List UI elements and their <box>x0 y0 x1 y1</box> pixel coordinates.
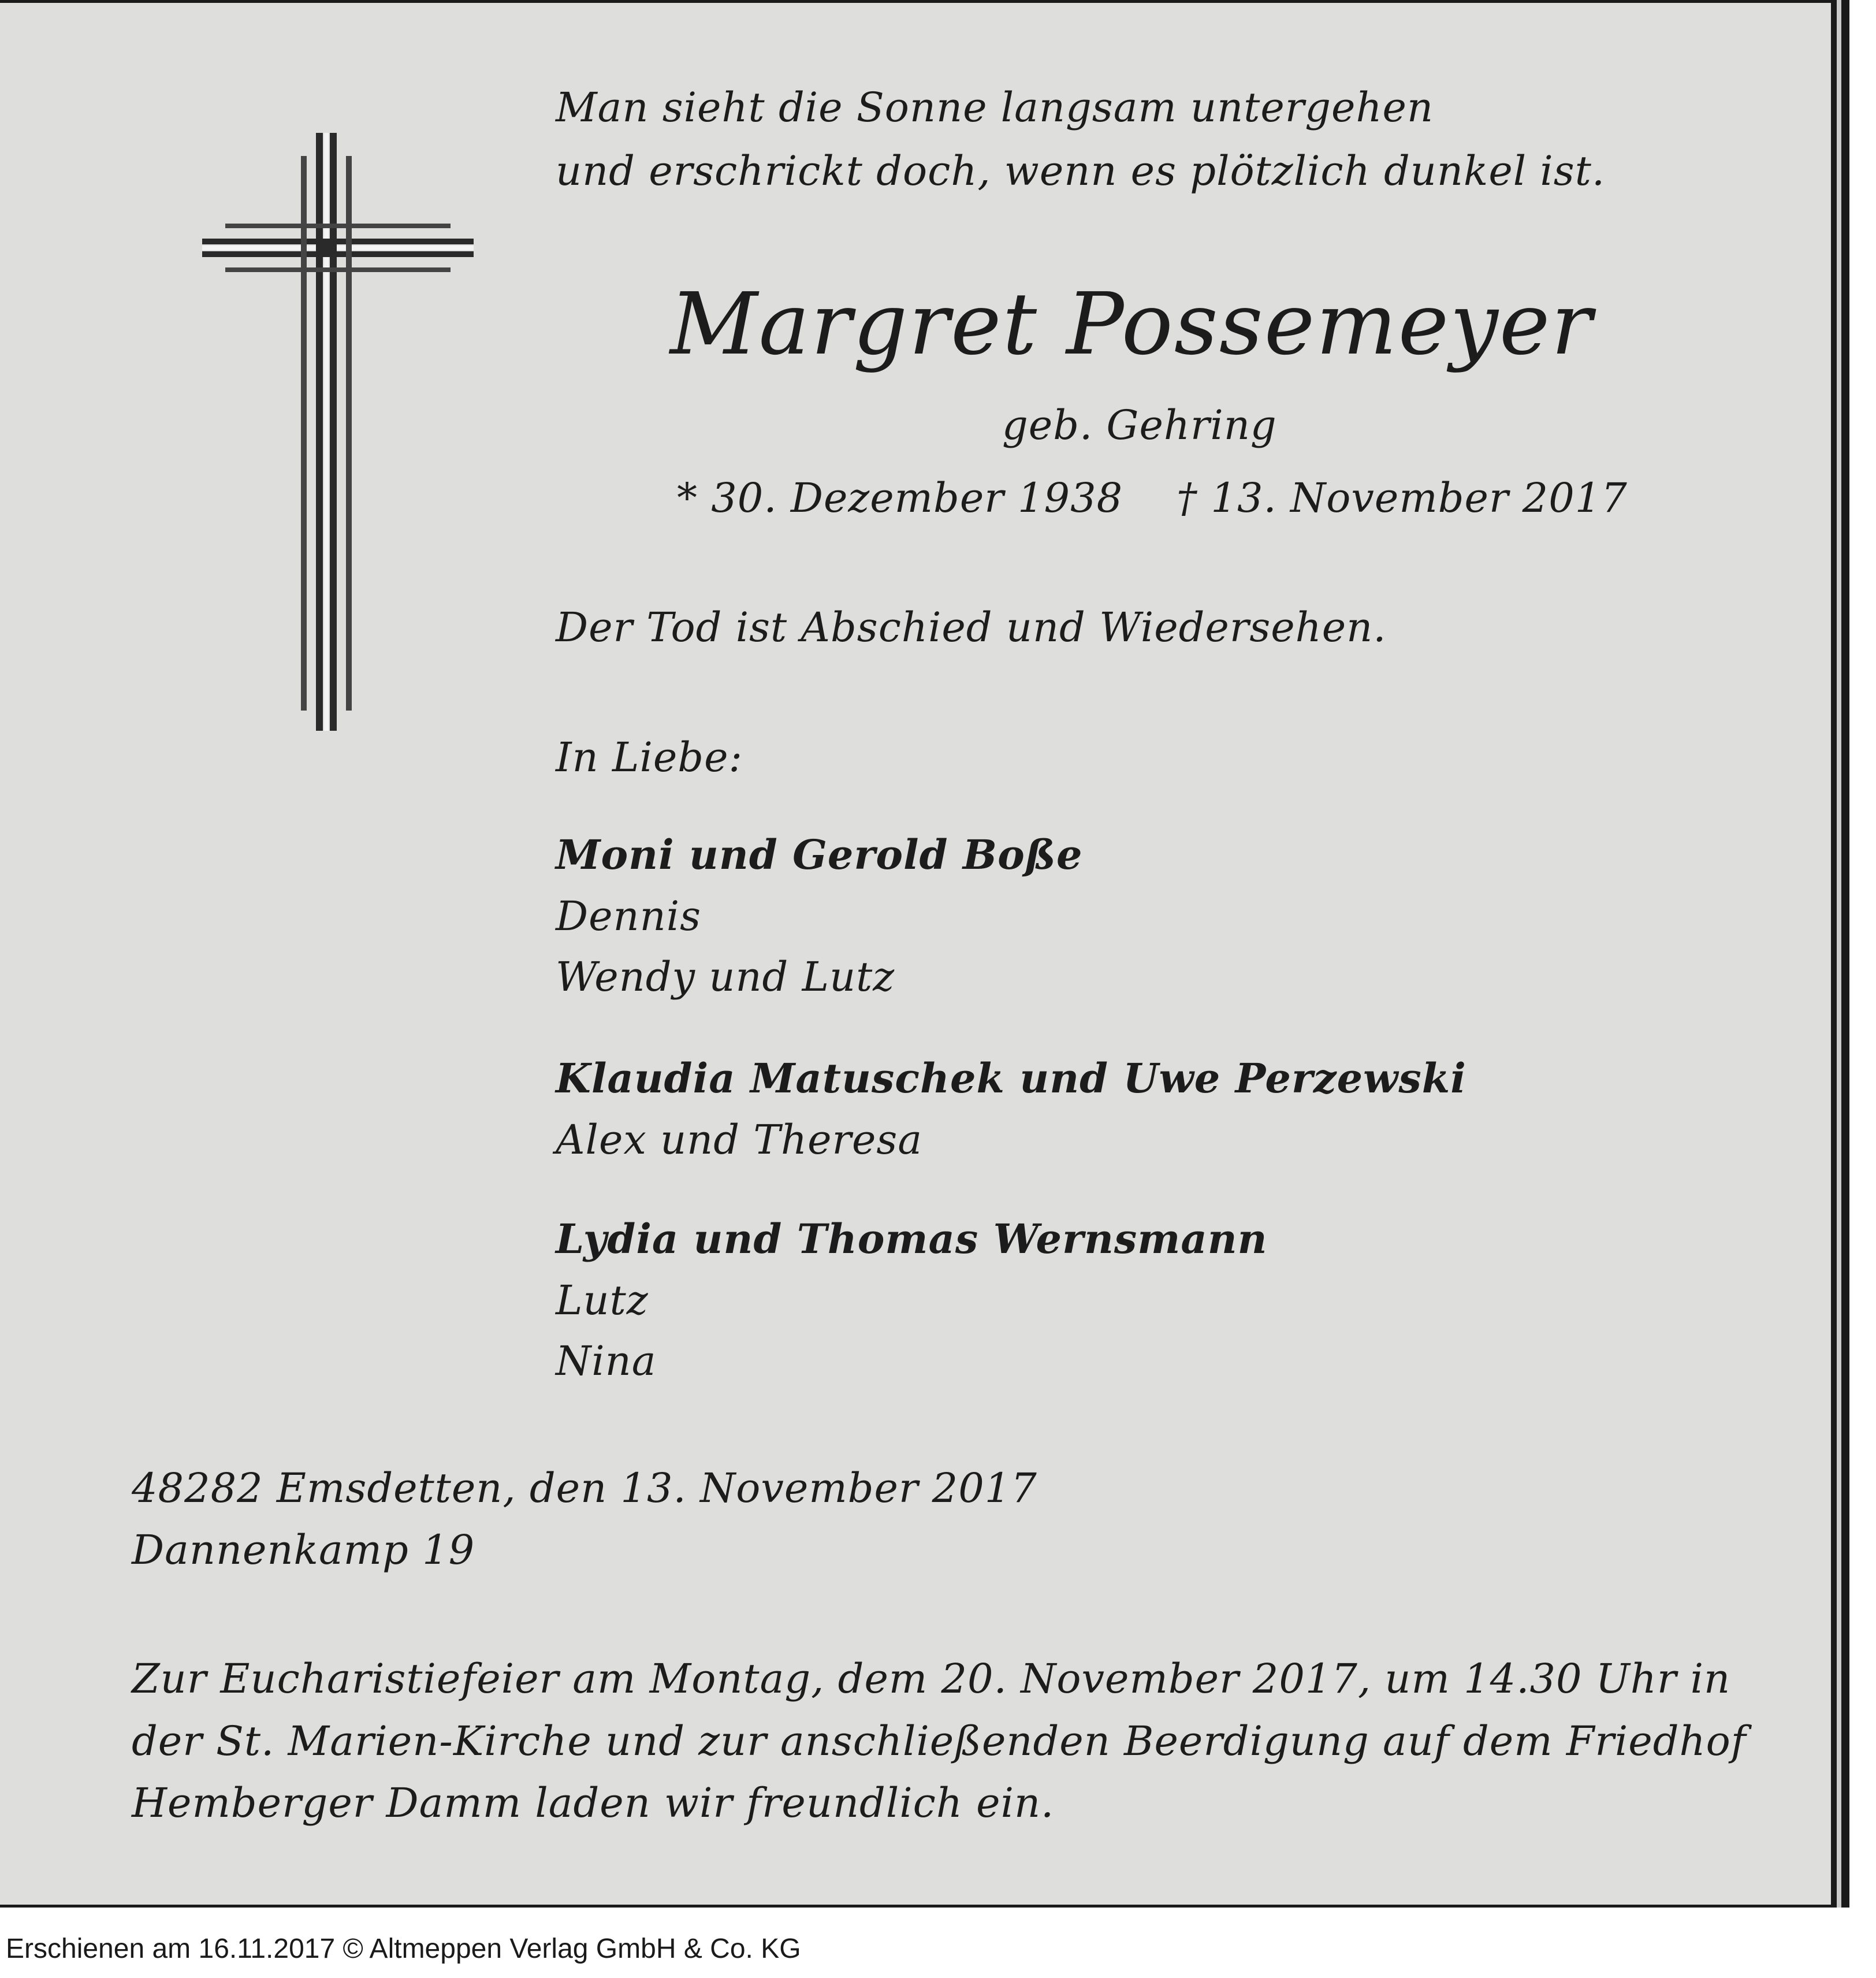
family-head: Moni und Gerold Boße <box>556 831 1083 879</box>
deceased-name: Margret Possemeyer <box>670 274 1594 374</box>
street-address: Dannenkamp 19 <box>132 1526 475 1574</box>
family-member: Dennis <box>556 893 702 940</box>
poem-line-2: und erschrickt doch, wenn es plötzlich dunkel ist. <box>556 147 1606 195</box>
publication-footer: Erschienen am 16.11.2017 © Altmeppen Verlag GmbH & Co. KG <box>6 1934 801 1964</box>
place-date: 48282 Emsdetten, den 13. November 2017 <box>132 1464 1037 1512</box>
poem-line-1: Man sieht die Sonne langsam untergehen <box>556 84 1434 131</box>
service-line-1: Zur Eucharistiefeier am Montag, dem 20. November 2017, um 14.30 Uhr in <box>132 1655 1731 1702</box>
maiden-name: geb. Gehring <box>1002 401 1277 449</box>
family-member: Lutz <box>556 1277 649 1324</box>
border-edge <box>1841 0 1849 1908</box>
family-head: Klaudia Matuschek und Uwe Perzewski <box>556 1054 1466 1102</box>
family-member: Nina <box>556 1337 657 1385</box>
service-line-3: Hemberger Damm laden wir freundlich ein. <box>132 1779 1055 1827</box>
family-head: Lydia und Thomas Wernsmann <box>556 1215 1268 1263</box>
border-edge <box>1831 0 1837 1908</box>
life-dates: * 30. Dezember 1938 † 13. November 2017 <box>677 474 1628 522</box>
in-love-label: In Liebe: <box>556 734 743 781</box>
service-line-2: der St. Marien-Kirche und zur anschließenden Beerdigung auf dem Friedhof <box>132 1717 1747 1765</box>
farewell-quote: Der Tod ist Abschied und Wiedersehen. <box>556 604 1387 651</box>
cross-icon <box>202 133 474 731</box>
border-edge <box>1837 0 1841 1908</box>
family-member: Wendy und Lutz <box>556 953 895 1001</box>
family-member: Alex und Theresa <box>556 1116 923 1163</box>
